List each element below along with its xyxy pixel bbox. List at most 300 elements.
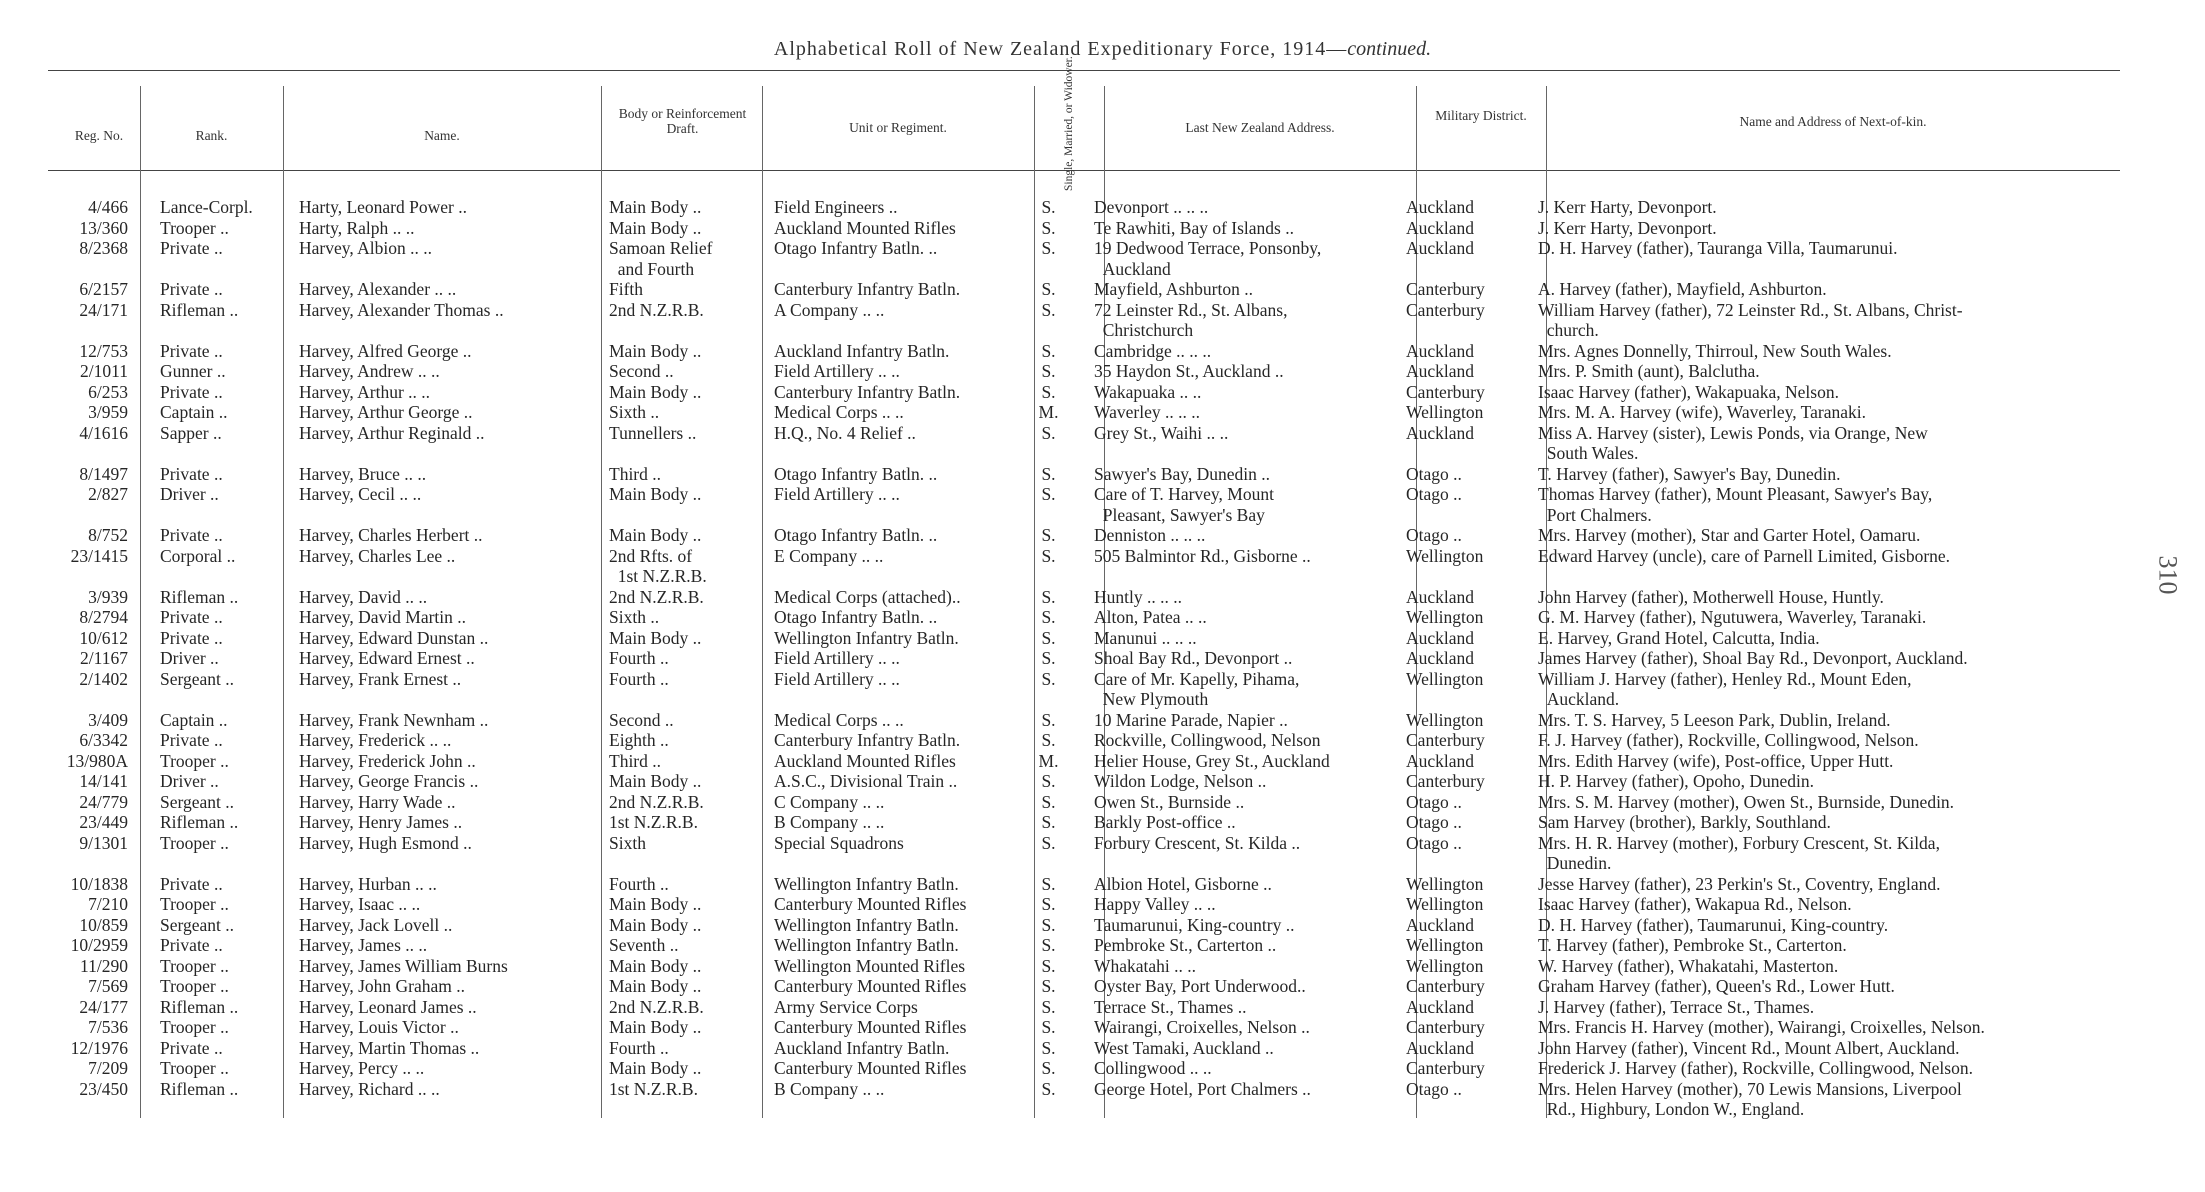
- address-cell: Te Rawhiti, Bay of Islands ..: [1094, 217, 1294, 238]
- address-cell: Mayfield, Ashburton ..: [1094, 279, 1253, 299]
- military-district-cell: Canterbury: [1406, 976, 1485, 996]
- unit-cell: Wellington Infantry Batln.: [774, 935, 959, 955]
- name-cell: Harvey, Percy .. ..: [299, 1058, 425, 1078]
- marital-status-cell: S.: [1041, 238, 1056, 258]
- header-military-district: Military District.: [1435, 108, 1527, 123]
- draft-cell: Fifth: [609, 279, 644, 299]
- reg-no-cell: 24/177: [79, 996, 128, 1017]
- military-district-cell: Auckland: [1406, 197, 1475, 217]
- marital-status-cell: S.: [1041, 586, 1056, 607]
- table-row: [60, 607, 2120, 628]
- rank-cell: Private ..: [160, 1037, 223, 1058]
- marital-status-cell: S.: [1041, 463, 1056, 484]
- rank-cell: Trooper ..: [160, 750, 229, 771]
- unit-cell: Auckland Infantry Batln.: [774, 1037, 950, 1058]
- marital-status-cell: S.: [1041, 914, 1056, 935]
- next-of-kin-cell: Sam Harvey (brother), Barkly, Southland.: [1538, 812, 1831, 832]
- name-cell: Harty, Leonard Power ..: [299, 197, 467, 217]
- draft-cell: Sixth: [609, 832, 646, 853]
- next-of-kin-cell: William Harvey (father), 72 Leinster Rd., St. Albans, Christ- church.: [1538, 299, 1963, 340]
- military-district-cell: Canterbury: [1406, 279, 1485, 299]
- next-of-kin-cell: Mrs. H. R. Harvey (mother), Forbury Crescent, St. Kilda, Dunedin.: [1538, 832, 1940, 873]
- rank-cell: Trooper ..: [160, 1017, 229, 1037]
- draft-cell: Main Body ..: [609, 340, 702, 361]
- marital-status-cell: S.: [1041, 381, 1056, 402]
- top-rule: [48, 70, 2120, 71]
- address-cell: Taumarunui, King-country ..: [1094, 914, 1295, 935]
- reg-no-cell: 14/141: [79, 771, 128, 791]
- unit-cell: Otago Infantry Batln. ..: [774, 238, 938, 258]
- rank-cell: Sergeant ..: [160, 668, 235, 689]
- unit-cell: A Company .. ..: [774, 299, 885, 320]
- table-row: [60, 730, 2120, 751]
- table-row: [60, 197, 2120, 218]
- reg-no-cell: 7/209: [88, 1058, 128, 1078]
- marital-status-cell: S.: [1041, 648, 1056, 668]
- table-row: [60, 361, 2120, 382]
- reg-no-cell: 2/1402: [79, 668, 128, 689]
- next-of-kin-cell: D. H. Harvey (father), Tauranga Villa, Taumarunui.: [1538, 238, 1898, 258]
- name-cell: Harvey, Alexander .. ..: [299, 279, 457, 299]
- unit-cell: B Company .. ..: [774, 1078, 885, 1099]
- reg-no-cell: 13/980A: [66, 750, 128, 771]
- name-cell: Harvey, Alfred George ..: [299, 340, 472, 361]
- address-cell: Wairangi, Croixelles, Nelson ..: [1094, 1017, 1310, 1037]
- draft-cell: 2nd N.Z.R.B.: [609, 996, 704, 1017]
- address-cell: Barkly Post-office ..: [1094, 812, 1236, 832]
- page-title: Alphabetical Roll of New Zealand Expeditionary Force, 1914—continued.: [773, 38, 1432, 60]
- draft-cell: Main Body ..: [609, 1058, 702, 1078]
- next-of-kin-cell: Isaac Harvey (father), Wakapua Rd., Nelson.: [1538, 894, 1852, 914]
- header-reg-no: Reg. No.: [74, 128, 124, 143]
- roll-table-body: [60, 197, 2120, 1120]
- address-cell: Helier House, Grey St., Auckland: [1094, 750, 1330, 771]
- reg-no-cell: 12/753: [79, 340, 128, 361]
- address-cell: Whakatahi .. ..: [1094, 955, 1197, 976]
- unit-cell: Canterbury Mounted Rifles: [774, 894, 967, 914]
- next-of-kin-cell: J. Kerr Harty, Devonport.: [1538, 197, 1717, 217]
- military-district-cell: Wellington: [1406, 607, 1484, 627]
- reg-no-cell: 7/210: [88, 894, 128, 914]
- draft-cell: Fourth ..: [609, 1037, 669, 1058]
- reg-no-cell: 4/1616: [79, 422, 128, 443]
- name-cell: Harvey, Bruce .. ..: [299, 463, 427, 484]
- name-cell: Harvey, Henry James ..: [299, 812, 463, 832]
- header-rule: [48, 170, 2120, 171]
- marital-status-cell: S.: [1041, 832, 1056, 853]
- unit-cell: Field Artillery .. ..: [774, 668, 900, 689]
- rank-cell: Captain ..: [160, 709, 228, 730]
- name-cell: Harvey, Andrew .. ..: [299, 361, 440, 381]
- rank-cell: Rifleman ..: [160, 586, 239, 607]
- unit-cell: Otago Infantry Batln. ..: [774, 525, 938, 545]
- reg-no-cell: 8/752: [88, 525, 128, 545]
- draft-cell: Main Body ..: [609, 976, 702, 996]
- draft-cell: Fourth ..: [609, 873, 669, 894]
- table-row: [60, 792, 2120, 813]
- military-district-cell: Auckland: [1406, 1037, 1475, 1058]
- address-cell: Albion Hotel, Gisborne ..: [1094, 873, 1272, 894]
- rank-cell: Sapper ..: [160, 422, 222, 443]
- marital-status-cell: S.: [1041, 525, 1056, 545]
- name-cell: Harvey, Frank Newnham ..: [299, 709, 489, 730]
- next-of-kin-cell: Edward Harvey (uncle), care of Parnell Limited, Gisborne.: [1538, 545, 1951, 566]
- draft-cell: 1st N.Z.R.B.: [609, 812, 698, 832]
- rank-cell: Driver ..: [160, 648, 219, 668]
- reg-no-cell: 13/360: [79, 217, 128, 238]
- name-cell: Harvey, Hugh Esmond ..: [299, 832, 472, 853]
- marital-status-cell: S.: [1041, 299, 1056, 320]
- rank-cell: Sergeant ..: [160, 791, 235, 812]
- name-cell: Harvey, Jack Lovell ..: [299, 914, 453, 935]
- military-district-cell: Wellington: [1406, 955, 1484, 976]
- unit-cell: Otago Infantry Batln. ..: [774, 607, 938, 627]
- next-of-kin-cell: W. Harvey (father), Whakatahi, Masterton.: [1538, 955, 1839, 976]
- next-of-kin-cell: G. M. Harvey (father), Ngutuwera, Waverley, Taranaki.: [1538, 607, 1927, 627]
- rank-cell: Private ..: [160, 607, 223, 627]
- table-row: [60, 279, 2120, 300]
- address-cell: Wildon Lodge, Nelson ..: [1094, 771, 1267, 791]
- next-of-kin-cell: E. Harvey, Grand Hotel, Calcutta, India.: [1538, 627, 1820, 648]
- address-cell: Sawyer's Bay, Dunedin ..: [1094, 463, 1271, 484]
- military-district-cell: Canterbury: [1406, 299, 1485, 320]
- table-row: [60, 423, 2120, 464]
- marital-status-cell: S.: [1041, 894, 1056, 914]
- address-cell: 505 Balmintor Rd., Gisborne ..: [1094, 545, 1311, 566]
- address-cell: 10 Marine Parade, Napier ..: [1094, 709, 1288, 730]
- table-row: [60, 935, 2120, 956]
- marital-status-cell: S.: [1041, 361, 1056, 381]
- military-district-cell: Auckland: [1406, 361, 1475, 381]
- military-district-cell: Wellington: [1406, 402, 1484, 422]
- rank-cell: Corporal ..: [160, 545, 236, 566]
- name-cell: Harvey, Edward Ernest ..: [299, 648, 475, 668]
- next-of-kin-cell: F. J. Harvey (father), Rockville, Collingwood, Nelson.: [1538, 730, 1919, 750]
- reg-no-cell: 3/409: [88, 709, 128, 730]
- marital-status-cell: S.: [1041, 607, 1056, 627]
- address-cell: Alton, Patea .. ..: [1094, 607, 1207, 627]
- reg-no-cell: 10/1838: [70, 873, 128, 894]
- table-row: [60, 997, 2120, 1018]
- marital-status-cell: S.: [1041, 484, 1056, 504]
- reg-no-cell: 3/939: [88, 586, 128, 607]
- military-district-cell: Auckland: [1406, 422, 1475, 443]
- military-district-cell: Auckland: [1406, 750, 1475, 771]
- draft-cell: Sixth ..: [609, 402, 660, 422]
- name-cell: Harvey, Louis Victor ..: [299, 1017, 459, 1037]
- header-address: Last New Zealand Address.: [1185, 120, 1335, 135]
- marital-status-cell: S.: [1041, 1058, 1056, 1078]
- next-of-kin-cell: Mrs. Edith Harvey (wife), Post-office, Upper Hutt.: [1538, 750, 1894, 771]
- header-body: Body or Reinforcement Draft.: [618, 106, 747, 136]
- draft-cell: Samoan Relief and Fourth: [609, 238, 713, 279]
- military-district-cell: Auckland: [1406, 340, 1475, 361]
- rank-cell: Rifleman ..: [160, 996, 239, 1017]
- military-district-cell: Wellington: [1406, 935, 1484, 955]
- marital-status-cell: S.: [1041, 873, 1056, 894]
- address-cell: 72 Leinster Rd., St. Albans, Christchurch: [1094, 299, 1288, 340]
- next-of-kin-cell: Mrs. Harvey (mother), Star and Garter Hotel, Oamaru.: [1538, 525, 1921, 545]
- address-cell: Happy Valley .. ..: [1094, 894, 1216, 914]
- next-of-kin-cell: Jesse Harvey (father), 23 Perkin's St., Coventry, England.: [1538, 873, 1941, 894]
- reg-no-cell: 10/859: [79, 914, 128, 935]
- marital-status-cell: S.: [1041, 1037, 1056, 1058]
- military-district-cell: Wellington: [1406, 709, 1484, 730]
- military-district-cell: Wellington: [1406, 545, 1484, 566]
- reg-no-cell: 2/1011: [80, 361, 128, 381]
- unit-cell: Wellington Mounted Rifles: [774, 955, 966, 976]
- marital-status-cell: S.: [1041, 1017, 1056, 1037]
- unit-cell: Medical Corps (attached)..: [774, 586, 961, 607]
- next-of-kin-cell: Mrs. S. M. Harvey (mother), Owen St., Burnside, Dunedin.: [1538, 791, 1955, 812]
- rank-cell: Trooper ..: [160, 894, 229, 914]
- draft-cell: Second ..: [609, 361, 674, 381]
- marital-status-cell: S.: [1041, 935, 1056, 955]
- military-district-cell: Otago ..: [1406, 484, 1462, 504]
- name-cell: Harvey, Leonard James ..: [299, 996, 477, 1017]
- marital-status-cell: S.: [1041, 771, 1056, 791]
- table-row: [60, 1079, 2120, 1120]
- table-row: [60, 464, 2120, 485]
- address-cell: Cambridge .. .. ..: [1094, 340, 1212, 361]
- name-cell: Harvey, Arthur .. ..: [299, 381, 431, 402]
- reg-no-cell: 8/1497: [79, 463, 128, 484]
- rank-cell: Gunner ..: [160, 361, 226, 381]
- military-district-cell: Auckland: [1406, 217, 1475, 238]
- draft-cell: Main Body ..: [609, 955, 702, 976]
- military-district-cell: Auckland: [1406, 586, 1475, 607]
- reg-no-cell: 8/2368: [79, 238, 128, 258]
- next-of-kin-cell: J. Harvey (father), Terrace St., Thames.: [1538, 996, 1815, 1017]
- draft-cell: 2nd N.Z.R.B.: [609, 791, 704, 812]
- table-row: [60, 956, 2120, 977]
- name-cell: Harvey, John Graham ..: [299, 976, 466, 996]
- name-cell: Harvey, Arthur George ..: [299, 402, 473, 422]
- address-cell: Collingwood .. ..: [1094, 1058, 1212, 1078]
- next-of-kin-cell: Mrs. Francis H. Harvey (mother), Wairangi, Croixelles, Nelson.: [1538, 1017, 1985, 1037]
- rank-cell: Trooper ..: [160, 832, 229, 853]
- unit-cell: Otago Infantry Batln. ..: [774, 463, 938, 484]
- unit-cell: Field Artillery .. ..: [774, 484, 900, 504]
- unit-cell: C Company .. ..: [774, 791, 885, 812]
- table-row: [60, 648, 2120, 669]
- name-cell: Harvey, Harry Wade ..: [299, 791, 456, 812]
- header-marital-status: Single, Married, or Widower.: [1063, 56, 1075, 191]
- military-district-cell: Wellington: [1406, 894, 1484, 914]
- draft-cell: Fourth ..: [609, 668, 669, 689]
- draft-cell: Fourth ..: [609, 648, 669, 668]
- rank-cell: Private ..: [160, 525, 223, 545]
- address-cell: Oyster Bay, Port Underwood..: [1094, 976, 1306, 996]
- name-cell: Harvey, Arthur Reginald ..: [299, 422, 485, 443]
- rank-cell: Sergeant ..: [160, 914, 235, 935]
- next-of-kin-cell: John Harvey (father), Motherwell House, Huntly.: [1538, 586, 1884, 607]
- marital-status-cell: S.: [1041, 217, 1056, 238]
- marital-status-cell: S.: [1041, 709, 1056, 730]
- military-district-cell: Auckland: [1406, 627, 1475, 648]
- draft-cell: Main Body ..: [609, 914, 702, 935]
- rank-cell: Private ..: [160, 935, 223, 955]
- rank-cell: Private ..: [160, 730, 223, 750]
- address-cell: Grey St., Waihi .. ..: [1094, 422, 1229, 443]
- rank-cell: Rifleman ..: [160, 1078, 239, 1099]
- reg-no-cell: 12/1976: [70, 1037, 128, 1058]
- next-of-kin-cell: Mrs. Agnes Donnelly, Thirroul, New South Wales.: [1538, 340, 1892, 361]
- name-cell: Harvey, Charles Lee ..: [299, 545, 456, 566]
- title-text: Alphabetical Roll of New Zealand Expeditionary Force, 1914: [773, 38, 1327, 60]
- unit-cell: Medical Corps .. ..: [774, 709, 904, 730]
- marital-status-cell: S.: [1041, 976, 1056, 996]
- marital-status-cell: S.: [1041, 279, 1056, 299]
- military-district-cell: Otago ..: [1406, 525, 1462, 545]
- military-district-cell: Canterbury: [1406, 1058, 1485, 1078]
- marital-status-cell: S.: [1041, 812, 1056, 832]
- draft-cell: Tunnellers ..: [609, 422, 697, 443]
- military-district-cell: Canterbury: [1406, 1017, 1485, 1037]
- rank-cell: Private ..: [160, 873, 223, 894]
- next-of-kin-cell: J. Kerr Harty, Devonport.: [1538, 217, 1717, 238]
- military-district-cell: Wellington: [1406, 668, 1484, 689]
- rank-cell: Trooper ..: [160, 955, 229, 976]
- draft-cell: Main Body ..: [609, 381, 702, 402]
- name-cell: Harvey, Frederick .. ..: [299, 730, 452, 750]
- military-district-cell: Canterbury: [1406, 730, 1485, 750]
- header-rank: Rank.: [195, 128, 228, 143]
- unit-cell: Canterbury Mounted Rifles: [774, 1017, 967, 1037]
- next-of-kin-cell: Mrs. P. Smith (aunt), Balclutha.: [1538, 361, 1760, 381]
- reg-no-cell: 10/612: [79, 627, 128, 648]
- unit-cell: Wellington Infantry Batln.: [774, 627, 959, 648]
- table-row: [60, 382, 2120, 403]
- name-cell: Harvey, Alexander Thomas ..: [299, 299, 504, 320]
- address-cell: Shoal Bay Rd., Devonport ..: [1094, 648, 1293, 668]
- next-of-kin-cell: Mrs. T. S. Harvey, 5 Leeson Park, Dublin, Ireland.: [1538, 709, 1891, 730]
- table-row: [60, 669, 2120, 710]
- table-row: [60, 218, 2120, 239]
- unit-cell: Field Artillery .. ..: [774, 361, 900, 381]
- rank-cell: Private ..: [160, 340, 223, 361]
- name-cell: Harvey, David .. ..: [299, 586, 428, 607]
- table-row: [60, 1017, 2120, 1038]
- unit-cell: Canterbury Mounted Rifles: [774, 976, 967, 996]
- name-cell: Harvey, David Martin ..: [299, 607, 467, 627]
- draft-cell: Eighth ..: [609, 730, 669, 750]
- unit-cell: Wellington Infantry Batln.: [774, 873, 959, 894]
- unit-cell: Medical Corps .. ..: [774, 402, 904, 422]
- reg-no-cell: 9/1301: [79, 832, 128, 853]
- reg-no-cell: 3/959: [88, 402, 128, 422]
- draft-cell: Main Body ..: [609, 197, 702, 217]
- address-cell: Pembroke St., Carterton ..: [1094, 935, 1277, 955]
- unit-cell: H.Q., No. 4 Relief ..: [774, 422, 916, 443]
- draft-cell: 1st N.Z.R.B.: [609, 1078, 698, 1099]
- reg-no-cell: 6/3342: [79, 730, 128, 750]
- marital-status-cell: M.: [1038, 402, 1059, 422]
- military-district-cell: Otago ..: [1406, 812, 1462, 832]
- next-of-kin-cell: John Harvey (father), Vincent Rd., Mount Albert, Auckland.: [1538, 1037, 1960, 1058]
- reg-no-cell: 2/827: [88, 484, 128, 504]
- draft-cell: Third ..: [609, 463, 662, 484]
- marital-status-cell: S.: [1041, 791, 1056, 812]
- reg-no-cell: 6/253: [88, 381, 128, 402]
- reg-no-cell: 10/2959: [70, 935, 128, 955]
- unit-cell: Special Squadrons: [774, 832, 904, 853]
- title-continued: continued.: [1347, 38, 1432, 60]
- rank-cell: Captain ..: [160, 402, 228, 422]
- rank-cell: Rifleman ..: [160, 812, 239, 832]
- marital-status-cell: S.: [1041, 422, 1056, 443]
- next-of-kin-cell: Isaac Harvey (father), Wakapuaka, Nelson.: [1538, 381, 1839, 402]
- reg-no-cell: 23/450: [79, 1078, 128, 1099]
- military-district-cell: Otago ..: [1406, 832, 1462, 853]
- name-cell: Harvey, George Francis ..: [299, 771, 479, 791]
- rank-cell: Lance-Corpl.: [160, 197, 253, 217]
- name-cell: Harvey, Martin Thomas ..: [299, 1037, 480, 1058]
- marital-status-cell: S.: [1041, 730, 1056, 750]
- unit-cell: Auckland Mounted Rifles: [774, 750, 956, 771]
- rank-cell: Trooper ..: [160, 976, 229, 996]
- draft-cell: 2nd N.Z.R.B.: [609, 586, 704, 607]
- unit-cell: Auckland Infantry Batln.: [774, 340, 950, 361]
- table-row: [60, 1058, 2120, 1079]
- name-cell: Harvey, Frederick John ..: [299, 750, 476, 771]
- reg-no-cell: 7/569: [88, 976, 128, 996]
- draft-cell: 2nd N.Z.R.B.: [609, 299, 704, 320]
- address-cell: Care of Mr. Kapelly, Pihama, New Plymouth: [1094, 668, 1300, 709]
- table-row: [60, 751, 2120, 772]
- rank-cell: Trooper ..: [160, 217, 229, 238]
- marital-status-cell: S.: [1041, 1078, 1056, 1099]
- address-cell: Denniston .. .. ..: [1094, 525, 1206, 545]
- reg-no-cell: 2/1167: [80, 648, 128, 668]
- name-cell: Harvey, Richard .. ..: [299, 1078, 440, 1099]
- unit-cell: A.S.C., Divisional Train ..: [774, 771, 958, 791]
- address-cell: Care of T. Harvey, Mount Pleasant, Sawyer's Bay: [1094, 484, 1274, 525]
- name-cell: Harvey, Cecil .. ..: [299, 484, 422, 504]
- reg-no-cell: 11/290: [80, 955, 128, 976]
- reg-no-cell: 7/536: [88, 1017, 128, 1037]
- next-of-kin-cell: A. Harvey (father), Mayfield, Ashburton.: [1538, 279, 1827, 299]
- address-cell: Huntly .. .. ..: [1094, 586, 1182, 607]
- draft-cell: Main Body ..: [609, 894, 702, 914]
- next-of-kin-cell: D. H. Harvey (father), Taumarunui, King-country.: [1538, 914, 1889, 935]
- draft-cell: Seventh ..: [609, 935, 679, 955]
- next-of-kin-cell: T. Harvey (father), Pembroke St., Carterton.: [1538, 935, 1847, 955]
- marital-status-cell: S.: [1041, 340, 1056, 361]
- draft-cell: Main Body ..: [609, 217, 702, 238]
- draft-cell: 2nd Rfts. of 1st N.Z.R.B.: [609, 545, 707, 586]
- table-row: [60, 915, 2120, 936]
- address-cell: 35 Haydon St., Auckland ..: [1094, 361, 1284, 381]
- marital-status-cell: M.: [1038, 750, 1059, 771]
- table-row: [60, 771, 2120, 792]
- name-cell: Harvey, Frank Ernest ..: [299, 668, 462, 689]
- name-cell: Harvey, Albion .. ..: [299, 238, 433, 258]
- rank-cell: Private ..: [160, 381, 223, 402]
- draft-cell: Main Body ..: [609, 525, 702, 545]
- next-of-kin-cell: Frederick J. Harvey (father), Rockville, Collingwood, Nelson.: [1538, 1058, 1973, 1078]
- table-row: [60, 238, 2120, 279]
- table-row: [60, 402, 2120, 423]
- reg-no-cell: 23/1415: [70, 545, 128, 566]
- header-name: Name.: [424, 128, 460, 143]
- rank-cell: Private ..: [160, 463, 223, 484]
- military-district-cell: Wellington: [1406, 873, 1484, 894]
- header-unit: Unit or Regiment.: [849, 120, 947, 135]
- next-of-kin-cell: Mrs. Helen Harvey (mother), 70 Lewis Mansions, Liverpool Rd., Highbury, London W., England.: [1538, 1078, 1962, 1119]
- next-of-kin-cell: William J. Harvey (father), Henley Rd., Mount Eden, Auckland.: [1538, 668, 1912, 709]
- military-district-cell: Otago ..: [1406, 463, 1462, 484]
